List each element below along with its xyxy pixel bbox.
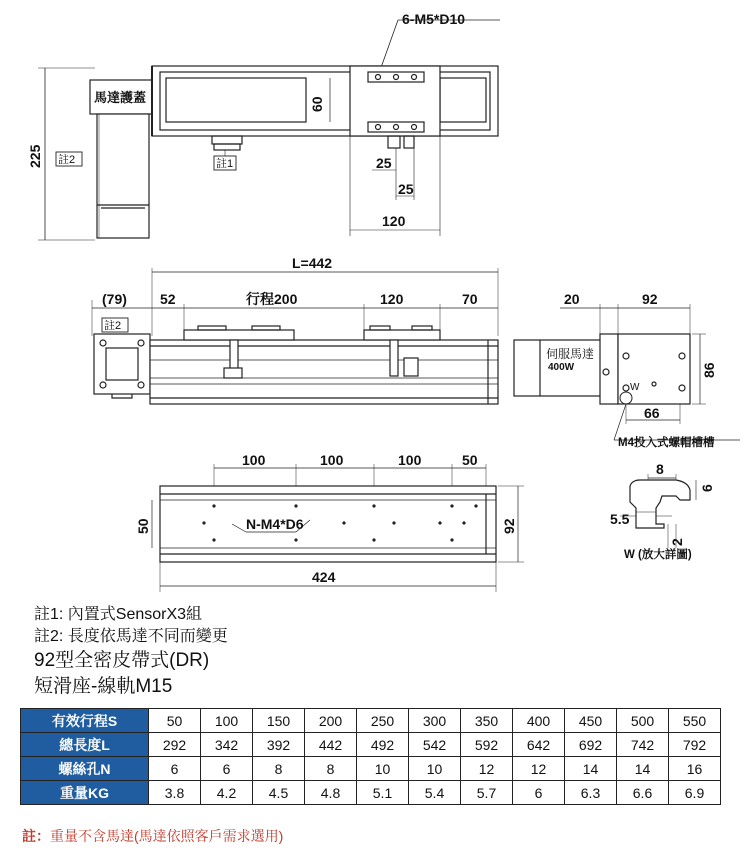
table-cell: 642 — [513, 733, 565, 757]
dim-60: 60 — [309, 96, 325, 112]
table-cell: 400 — [513, 709, 565, 733]
dim-79: (79) — [102, 291, 127, 307]
table-cell: 350 — [461, 709, 513, 733]
note1-tag-top: 註1 — [216, 158, 234, 170]
row-header: 總長度L — [21, 733, 149, 757]
note2-text: 註2: 長度依馬達不同而變更 — [34, 628, 228, 645]
row-header: 有效行程S — [21, 709, 149, 733]
table-cell: 250 — [357, 709, 409, 733]
dim-2: 2 — [669, 538, 685, 546]
dim-100a: 100 — [242, 452, 266, 468]
dim-25b: 25 — [398, 181, 414, 197]
front-view — [92, 255, 498, 404]
note2-tag-top: 註2 — [58, 154, 76, 166]
dim-25a: 25 — [376, 155, 392, 171]
note1-text: 註1: 內置式SensorX3組 — [34, 606, 203, 623]
table-row — [21, 733, 721, 757]
table-cell: 542 — [409, 733, 461, 757]
dim-100c: 100 — [398, 452, 422, 468]
table-cell: 450 — [565, 709, 617, 733]
table-cell: 10 — [357, 757, 409, 781]
table-cell: 8 — [305, 757, 357, 781]
detail-w-label: W (放大詳圖) — [624, 549, 692, 561]
dim-120-top: 120 — [382, 213, 406, 229]
row-header: 螺絲孔N — [21, 757, 149, 781]
dim-6: 6 — [699, 484, 715, 492]
table-cell: 14 — [617, 757, 669, 781]
spec-table — [20, 708, 721, 805]
holes-label: 6-M5*D10 — [402, 11, 466, 27]
model-title: 92型全密皮帶式(DR) — [34, 650, 210, 671]
dim-20: 20 — [564, 291, 580, 307]
dim-50-top: 50 — [462, 452, 478, 468]
row-header: 重量KG — [21, 781, 149, 805]
motor-cover-label: 馬達護蓋 — [94, 90, 147, 105]
stroke-label: 行程200 — [246, 291, 298, 307]
top-view — [27, 11, 500, 240]
dim-50-left: 50 — [135, 518, 151, 534]
dim-L: L=442 — [292, 255, 333, 271]
n-m4-label: N-M4*D6 — [246, 516, 304, 532]
table-cell: 5.1 — [357, 781, 409, 805]
table-cell: 342 — [201, 733, 253, 757]
notes-block — [34, 604, 228, 700]
dim-52: 52 — [160, 291, 176, 307]
table-cell: 550 — [669, 709, 721, 733]
table-cell: 12 — [461, 757, 513, 781]
table-cell: 5.7 — [461, 781, 513, 805]
table-cell: 150 — [253, 709, 305, 733]
table-cell: 100 — [201, 709, 253, 733]
table-cell: 6 — [149, 757, 201, 781]
note2-tag-mid: 註2 — [104, 320, 122, 332]
servo-label: 伺服馬達 — [546, 347, 595, 361]
table-row — [21, 709, 721, 733]
table-cell: 692 — [565, 733, 617, 757]
table-cell: 14 — [565, 757, 617, 781]
servo-power: 400W — [548, 362, 575, 373]
table-cell: 5.4 — [409, 781, 461, 805]
table-cell: 392 — [253, 733, 305, 757]
table-cell: 592 — [461, 733, 513, 757]
table-cell: 6.6 — [617, 781, 669, 805]
table-cell: 500 — [617, 709, 669, 733]
footnote-label: 註： — [22, 828, 50, 844]
table-cell: 200 — [305, 709, 357, 733]
detail-w — [610, 461, 715, 561]
footnote — [22, 826, 283, 846]
table-cell: 12 — [513, 757, 565, 781]
table-cell: 492 — [357, 733, 409, 757]
table-cell: 4.2 — [201, 781, 253, 805]
dim-100b: 100 — [320, 452, 344, 468]
dim-92-bottom: 92 — [501, 518, 517, 534]
dim-225: 225 — [27, 144, 43, 168]
dim-70: 70 — [462, 291, 478, 307]
table-cell: 742 — [617, 733, 669, 757]
table-cell: 50 — [149, 709, 201, 733]
dim-8: 8 — [656, 461, 664, 477]
table-cell: 4.8 — [305, 781, 357, 805]
dim-92-side: 92 — [642, 291, 658, 307]
dim-86: 86 — [701, 362, 717, 378]
table-cell: 4.5 — [253, 781, 305, 805]
table-cell: 6 — [201, 757, 253, 781]
slider-title: 短滑座-線軌M15 — [34, 676, 173, 697]
dim-5-5: 5.5 — [610, 511, 630, 527]
table-cell: 6.9 — [669, 781, 721, 805]
table-cell: 3.8 — [149, 781, 201, 805]
dim-424: 424 — [312, 569, 336, 585]
footnote-text: 重量不含馬達(馬達依照客戶需求選用) — [50, 828, 284, 844]
table-cell: 8 — [253, 757, 305, 781]
table-cell: 10 — [409, 757, 461, 781]
table-cell: 442 — [305, 733, 357, 757]
table-cell: 300 — [409, 709, 461, 733]
bottom-view — [135, 452, 524, 592]
table-row — [21, 757, 721, 781]
m4-nut-label: M4投入式螺帽槽槽 — [618, 437, 715, 449]
table-cell: 6 — [513, 781, 565, 805]
table-cell: 6.3 — [565, 781, 617, 805]
side-view — [514, 291, 740, 449]
table-row — [21, 781, 721, 805]
table-cell: 792 — [669, 733, 721, 757]
table-cell: 292 — [149, 733, 201, 757]
dim-120-mid: 120 — [380, 291, 404, 307]
dim-66: 66 — [644, 405, 660, 421]
table-cell: 16 — [669, 757, 721, 781]
w-mark: W — [630, 382, 640, 393]
